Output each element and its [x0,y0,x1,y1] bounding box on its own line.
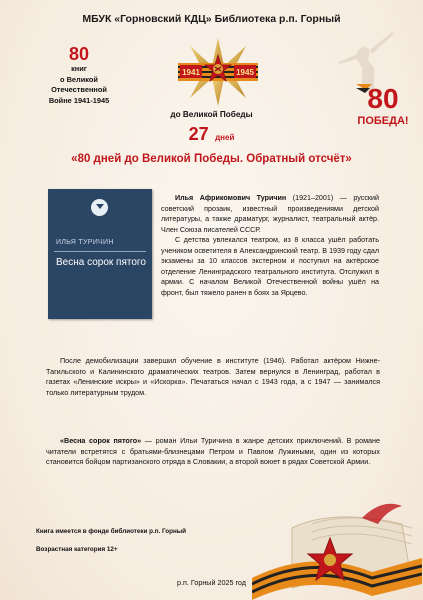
books-count-line-1: книг [71,64,87,73]
countdown-to-victory-label: до Великой Победы [170,110,253,119]
main-title: «80 дней до Великой Победы. Обратный отсчёт» [71,153,352,165]
books-count-line-3: Отечественной [51,85,107,95]
bio-intro-text: (1921–2001) — русский советский прозаик, известный произведениями детской литературы, а также драматург, журналист, театральный актёр. Член Союза писателей СССР. [161,194,380,234]
book-description-text: — роман Ильи Туричина в жанре детских приключений. В романе читатели встретятся с братьями-близнецами Петром и Павлом Лужиными, один из которых становится бойцом партизанского отряда в Словакии, а второй воюет в рядах Советской Армии. [46,436,380,467]
book-description-paragraph [46,436,380,468]
countdown-days-number: 27 [188,124,209,144]
bio-intro-paragraph [161,193,379,235]
author-name: Илья Африкомович Туричин [175,194,287,202]
page-header-title: МБУК «Горновский КДЦ» Библиотека р.п. Горный [82,13,341,25]
book-title-bold: «Весна сорок пятого» [60,436,142,445]
badge-number: 80 [367,83,399,114]
book-cover-divider [54,251,146,252]
age-rating-note: Возрастная категория 12+ [36,546,118,553]
author-bio [161,193,379,298]
book-cover-title: Весна сорок пятого [56,257,146,268]
book-cover-author: ИЛЬЯ ТУРИЧИН [56,239,114,246]
countdown-days [0,124,423,145]
books-count-block [36,44,122,106]
bio-career-paragraph: С детства увлекался театром, из 8 класса ушёл работать учеником осветителя в Александринский театр. В 1939 году сдал экзамены за 10 классов экстерном и поступил на актёрское отделение Ленинградского театрального института. Отслужил в армии. С началом Великой Отечественной войны ушёл на фронт, был тяжело ранен в боях за Ярцево. [161,236,379,297]
emblem-year-right: 1945 [236,68,254,77]
books-count-line-2: о Великой [60,74,98,84]
victory-80-badge [350,78,412,130]
emblem-year-left: 1941 [182,68,200,77]
victory-order-emblem [172,36,264,108]
countdown-days-word: дней [215,133,235,142]
books-count-number: 80 [68,44,90,64]
books-count-line-4: Войне 1941-1945 [48,95,110,105]
badge-text: ПОБЕДА! [357,115,409,127]
after-war-paragraph: После демобилизации завершил обучение в институте (1946). Работал актёром Нижне-Тагильского и Калининского драматических театров. Затем вернулся в Ленинград, работал в газетах «Ленинские искры» и «Искорка». Печататься начал с 1943 года, а с 1947 — занимался только литературным трудом. [46,356,380,397]
publisher-logo-icon [91,199,108,216]
book-cover-image [48,189,152,319]
footer-city-year: р.п. Горный 2025 год [177,578,246,587]
availability-note: Книга имеется в фонде библиотеки р.п. Горный [36,528,187,535]
